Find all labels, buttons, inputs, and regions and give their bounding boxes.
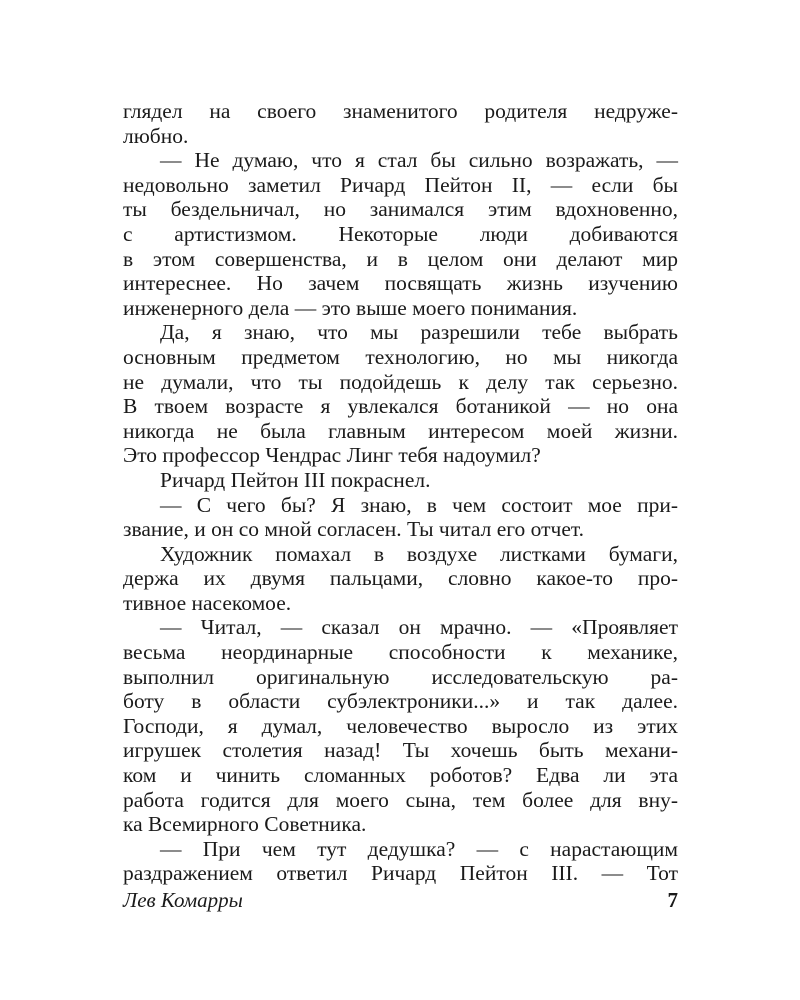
text-line: боту в области субэлектроники...» и так далее.	[123, 689, 678, 714]
text-line: игрушек столетия назад! Ты хочешь быть механи-	[123, 738, 678, 763]
text-line: никогда не была главным интересом моей жизни.	[123, 418, 678, 443]
text-line: Художник помахал в воздухе листками бумаги,	[160, 541, 678, 566]
text-line: ты бездельничал, но занимался этим вдохновенно,	[123, 197, 678, 222]
body-text	[123, 99, 678, 886]
text-line: ком и чинить сломанных роботов? Едва ли эта	[123, 763, 678, 788]
text-line: выполнил оригинальную исследовательскую ра-	[123, 664, 678, 689]
text-line: — Читал, — сказал он мрачно. — «Проявляет	[160, 615, 678, 640]
text-line: ка Всемирного Советника.	[123, 812, 367, 837]
page-number: 7	[667, 888, 678, 912]
text-line: тивное насекомое.	[123, 590, 292, 615]
text-line: работа годится для моего сына, тем более для вну-	[123, 787, 678, 812]
text-line: глядел на своего знаменитого родителя недруже-	[123, 99, 678, 123]
text-line: звание, и он со мной согласен. Ты читал его отчет.	[123, 517, 585, 542]
text-line: интереснее. Но зачем посвящать жизнь изучению	[123, 271, 678, 296]
text-line: держа их двумя пальцами, словно какое-то про-	[123, 566, 678, 591]
text-line: Это профессор Чендрас Линг тебя надоумил?	[123, 443, 541, 468]
running-footer-author: Лев Комарры	[123, 888, 243, 912]
text-line: Господи, я думал, человечество выросло из этих	[123, 713, 678, 738]
text-line: основным предметом технологию, но мы никогда	[123, 344, 678, 369]
text-line: — При чем тут дедушка? — с нарастающим	[160, 836, 678, 861]
text-line: не думали, что ты подойдешь к делу так серьезно.	[123, 369, 678, 394]
text-line: раздражением ответил Ричард Пейтон III. — Тот	[123, 861, 678, 886]
text-line: с артистизмом. Некоторые люди добиваются	[123, 221, 678, 246]
text-line: инженерного дела — это выше моего понимания.	[123, 295, 578, 320]
text-line: Да, я знаю, что мы разрешили тебе выбрать	[160, 320, 678, 345]
text-line: в этом совершенства, и в целом они делают мир	[123, 246, 678, 271]
text-line: любно.	[123, 123, 189, 148]
text-line: — Не думаю, что я стал бы сильно возражать, —	[160, 148, 678, 173]
text-line: В твоем возрасте я увлекался ботаникой — но она	[123, 394, 678, 419]
text-line: недовольно заметил Ричард Пейтон II, — если бы	[123, 172, 678, 197]
page-footer	[123, 888, 678, 914]
text-line: — С чего бы? Я знаю, в чем состоит мое при-	[160, 492, 678, 517]
text-line: Ричард Пейтон III покраснел.	[160, 467, 431, 492]
text-line: весьма неординарные способности к механике,	[123, 640, 678, 665]
